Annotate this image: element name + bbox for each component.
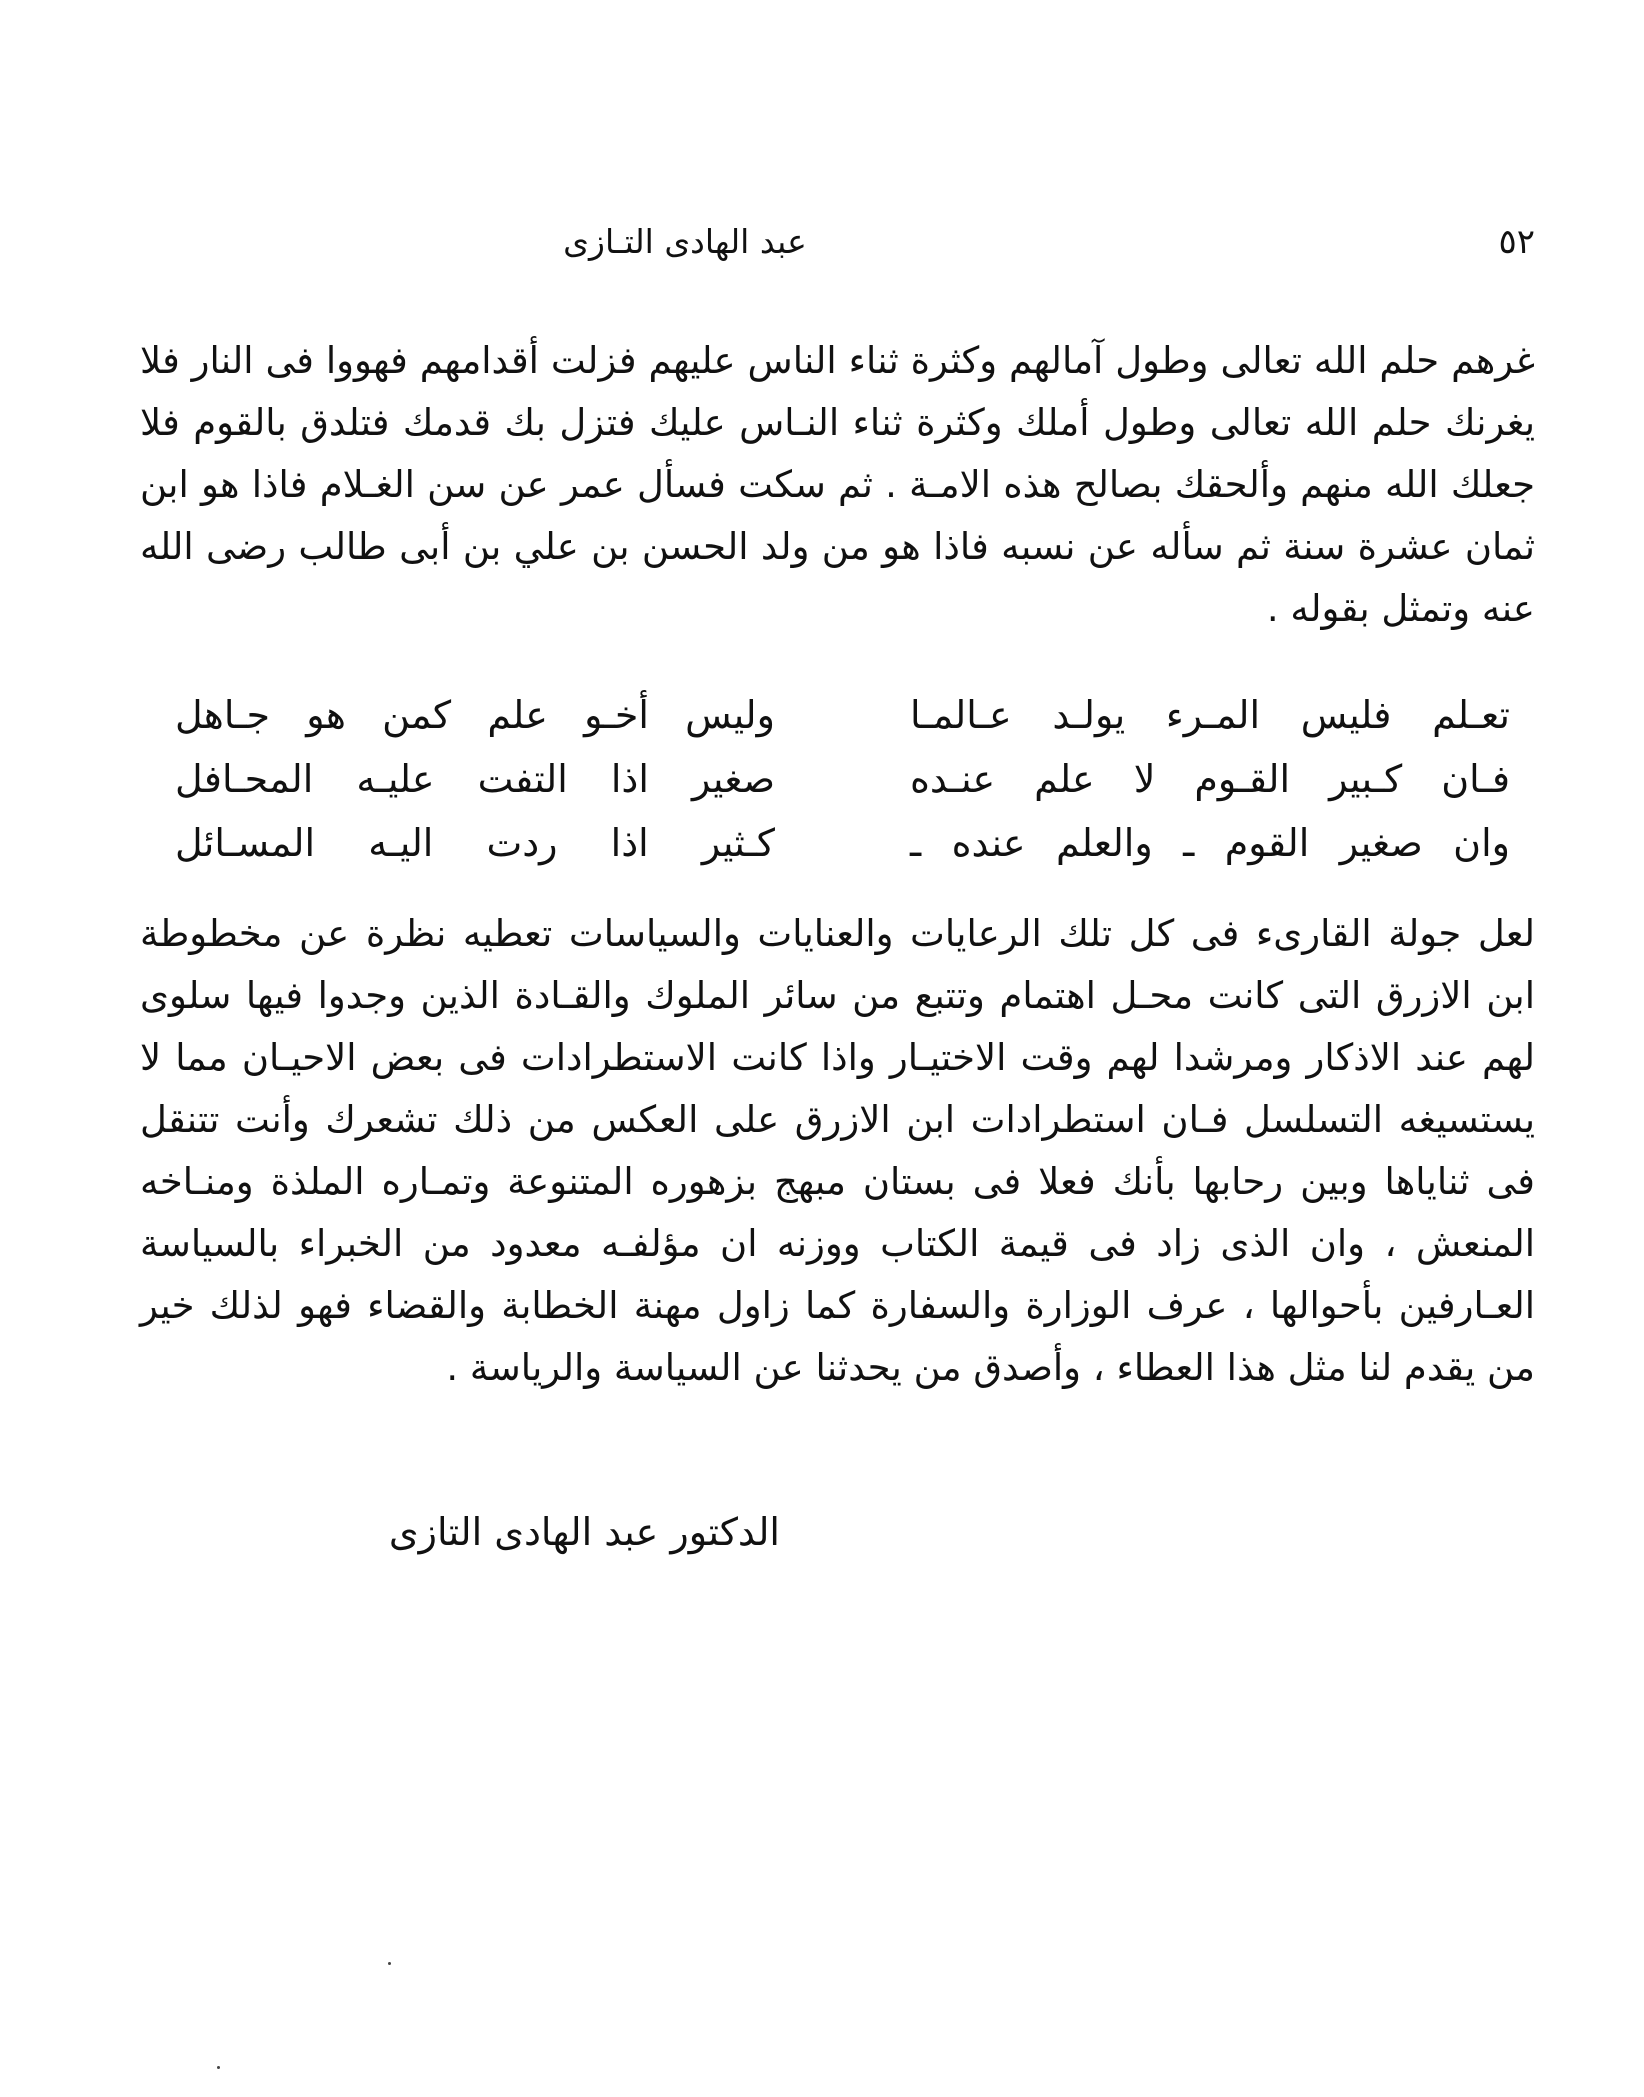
running-title: عبد الهادى التـازى bbox=[563, 222, 807, 261]
page-header bbox=[130, 222, 1535, 272]
text-line: النار فلا يغرنك حلم الله تعالى وطول أملك وكثرة ثناء النـاس عليك فتزل بك قدمك bbox=[140, 339, 1536, 444]
text-line: بستان مبهج بزهوره المتنوعة وتمـاره الملذة ومنـاخه المنعش ، وان الذى زاد فى bbox=[140, 1160, 1535, 1265]
text-line: لعل جولة القارىء فى كل تلك الرعايات والعنايات والسياسات تعطيه نظرة bbox=[365, 912, 1535, 955]
text-line: الحسن بن علي بن أبى طالب رضى الله عنه وتمثل بقوله . bbox=[140, 525, 1535, 630]
text-line: فتلدق بالقوم فلا جعلك الله منهم وألحقك بصالح هذه الامـة . ثم سكت فسأل عمر bbox=[140, 401, 1535, 506]
text-line: غرهم حلم الله تعالى وطول آمالهم وكثرة ثناء الناس عليهم فزلت أقدامهم فهووا فى bbox=[265, 339, 1535, 382]
poem-verse bbox=[175, 811, 1510, 875]
text-line: قيمة الكتاب ووزنه ان مؤلفـه معدود من الخبراء بالسياسة العـارفين بأحوالها ، bbox=[140, 1222, 1535, 1327]
text-line: لنا مثل هذا العطاء ، وأصدق من يحدثنا عن السياسة والرياسة . bbox=[446, 1346, 1393, 1389]
scan-speck bbox=[388, 1962, 391, 1965]
text-line: الذين وجدوا فيها سلوى لهم عند الاذكار ومرشدا لهم وقت الاختيـار واذا كانت bbox=[140, 974, 1536, 1079]
verse-second-hemistich: وليس أخـو علم كمن هو جـاهل bbox=[175, 693, 775, 737]
author-signature: الدكتور عبد الهادى التازى bbox=[388, 1510, 780, 1554]
poem-verse bbox=[175, 683, 1510, 747]
verse-second-hemistich: صغير اذا التفت عليـه المحـافل bbox=[175, 757, 775, 801]
text-line: عن سن الغـلام فاذا هو ابن ثمان عشرة سنة ثم سأله عن نسبه فاذا هو من ولد bbox=[140, 463, 1535, 568]
verse-second-hemistich: كـثير اذا ردت اليـه المسـائل bbox=[175, 821, 775, 865]
poem bbox=[175, 683, 1510, 875]
verse-first-hemistich: فـان كـبير القـوم لا علم عنـده bbox=[910, 757, 1510, 801]
page-number: ٥٢ bbox=[1498, 222, 1535, 262]
verse-first-hemistich: تعـلم فليس المـرء يولـد عـالمـا bbox=[910, 693, 1510, 737]
text-line: عن مخطوطة ابن الازرق التى كانت محـل اهتمام وتتبع من سائر الملوك والقـادة bbox=[140, 912, 1535, 1017]
paragraph-1 bbox=[140, 330, 1535, 640]
paragraph-2 bbox=[140, 903, 1535, 1399]
text-line: الازرق على العكس من ذلك تشعرك وأنت تتنقل فى ثناياها وبين رحابها بأنك فعلا فى bbox=[140, 1098, 1535, 1203]
text-line: عرف الوزارة والسفارة كما زاول مهنة الخطابة والقضاء فهو لذلك خير من يقدم bbox=[140, 1284, 1535, 1389]
scan-speck bbox=[217, 2066, 220, 2069]
verse-first-hemistich: وان صغير القوم ـ والعلم عنده ـ bbox=[910, 821, 1510, 865]
poem-verse bbox=[175, 747, 1510, 811]
text-line: الاستطرادات فى بعض الاحيـان مما لا يستسيغه التسلسل فـان استطرادات ابن bbox=[140, 1036, 1536, 1141]
